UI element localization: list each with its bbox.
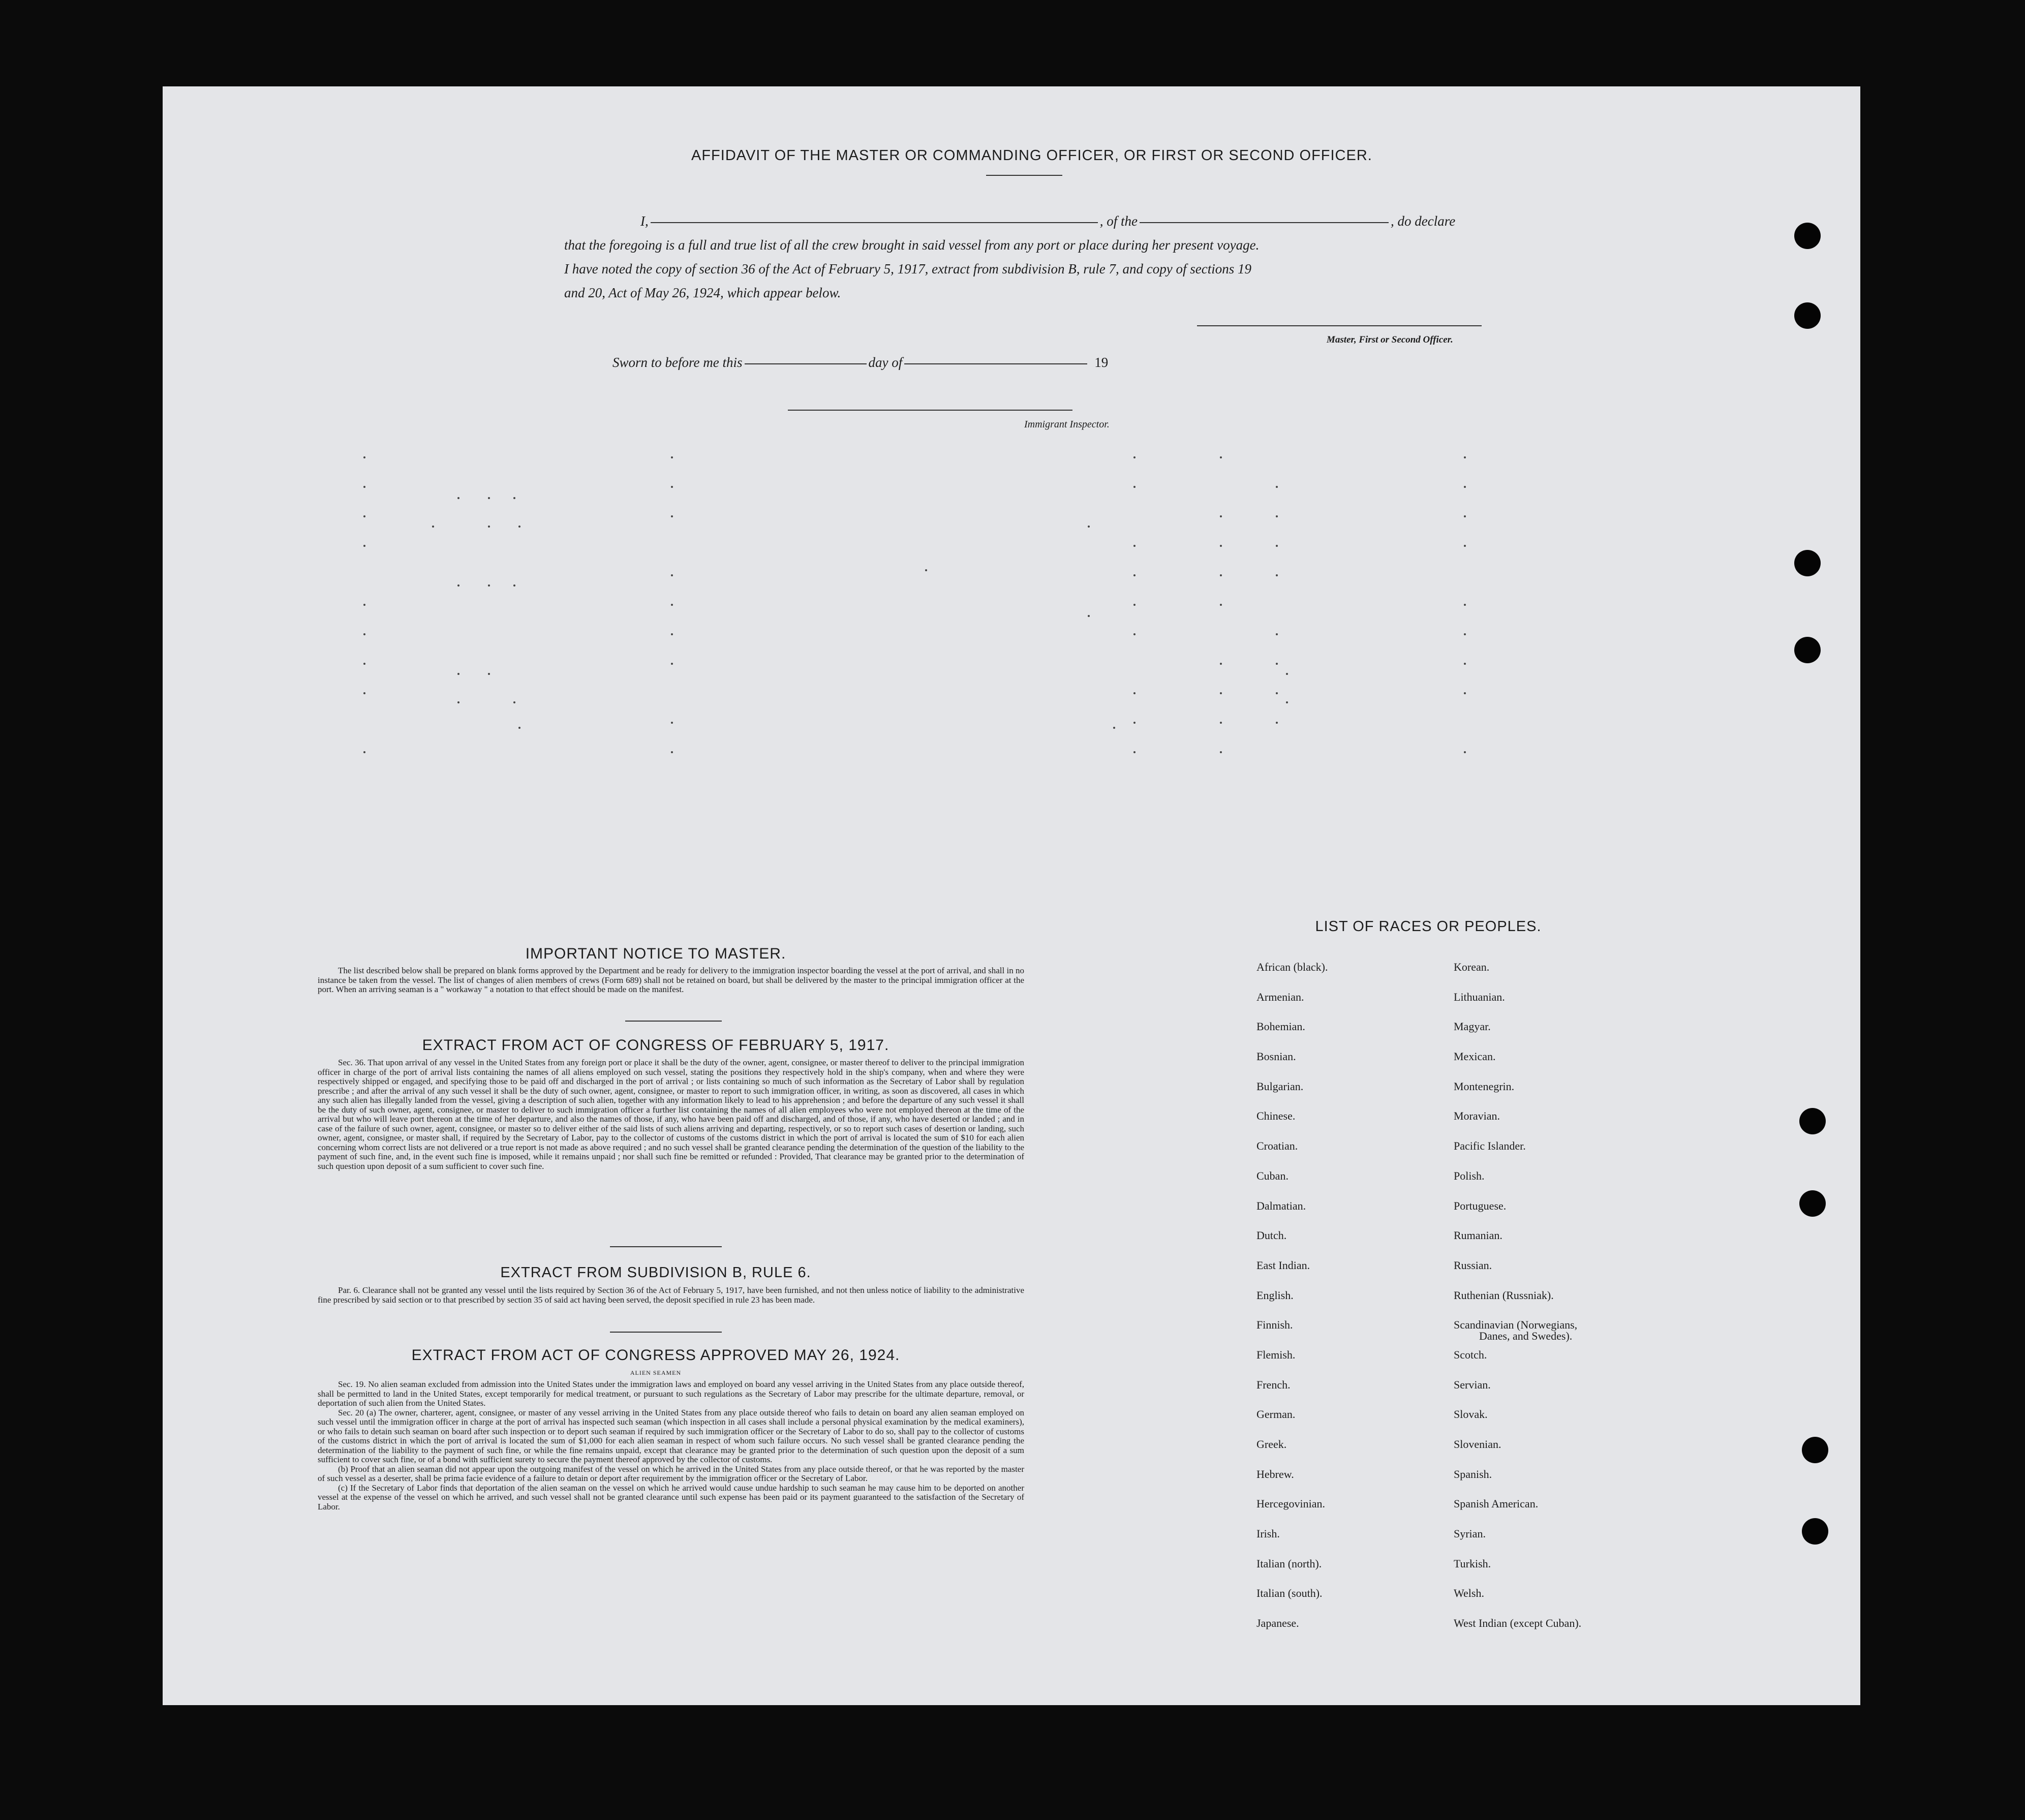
vessel-blank	[1140, 222, 1389, 223]
race-item: Armenian.	[1256, 990, 1304, 1003]
column-dot	[1464, 692, 1466, 694]
race-item: Spanish American.	[1454, 1497, 1539, 1510]
race-item: Bulgarian.	[1256, 1079, 1304, 1093]
column-dot	[1464, 515, 1466, 517]
affidavit-i: I,	[640, 213, 649, 229]
race-item: Lithuanian.	[1454, 990, 1505, 1003]
column-dot	[1133, 722, 1136, 724]
column-dot	[671, 604, 673, 606]
column-dot	[1464, 751, 1466, 753]
sworn-year: 19	[1094, 355, 1109, 370]
race-item: Magyar.	[1454, 1020, 1491, 1033]
race-item: Slovak.	[1454, 1408, 1488, 1421]
race-item: East Indian.	[1256, 1258, 1310, 1272]
column-dot	[363, 515, 365, 517]
race-item: German.	[1256, 1408, 1296, 1421]
races-continuation: Danes, and Swedes).	[1479, 1330, 1573, 1342]
master-signature-label: Master, First or Second Officer.	[1327, 334, 1453, 345]
race-item: Bohemian.	[1256, 1020, 1305, 1033]
race-item: Slovenian.	[1454, 1438, 1501, 1451]
column-dot	[1133, 486, 1136, 488]
column-dot	[1276, 663, 1278, 665]
subdivision-text	[318, 1286, 1024, 1305]
column-dot	[1220, 515, 1222, 517]
column-dot	[1220, 604, 1222, 606]
column-dot	[1286, 701, 1288, 703]
extract-1924-text	[318, 1380, 1024, 1511]
sworn-day-of: day of	[868, 355, 903, 370]
sworn-line	[612, 355, 1108, 371]
column-dot	[457, 701, 459, 703]
extract-1924-title: EXTRACT FROM ACT OF CONGRESS APPROVED MAY 26, 1924.	[411, 1347, 900, 1364]
affidavit-of-the: , of the	[1099, 213, 1138, 229]
column-dot	[363, 633, 365, 635]
punch-hole	[1799, 1108, 1826, 1134]
master-signature-line	[1197, 325, 1482, 326]
sec-19-paragraph: Sec. 19. No alien seaman excluded from admission into the United States under the immigration laws and employed on board any vessel arriving in the United States from any place outside thereof, shall be permitted to land in the United States, except temporarily for medical treatment, or pursuant to such regulations as the Secretary of Labor may prescribe for the ultimate departure, removal, or deportation of such alien from the United States.	[318, 1379, 1024, 1408]
race-item: Montenegrin.	[1454, 1079, 1515, 1093]
affidavit-do-declare: , do declare	[1391, 213, 1456, 229]
race-item: French.	[1256, 1378, 1291, 1391]
race-item: Chinese.	[1256, 1109, 1296, 1123]
race-item: Rumanian.	[1454, 1229, 1502, 1242]
punch-hole	[1802, 1437, 1828, 1463]
race-item: Korean.	[1454, 961, 1490, 973]
column-dot	[671, 486, 673, 488]
column-dot	[363, 604, 365, 606]
notice-title: IMPORTANT NOTICE TO MASTER.	[525, 945, 786, 962]
column-dot	[432, 526, 434, 528]
affidavit-line-3: I have noted the copy of section 36 of the Act of February 5, 1917, extract from subdivision B, rule 7, and copy of sections 19	[564, 261, 1251, 276]
column-dot	[1286, 673, 1288, 675]
column-dot	[1220, 574, 1222, 576]
column-dot	[1133, 633, 1136, 635]
column-dot	[1133, 604, 1136, 606]
inspector-signature-label: Immigrant Inspector.	[1024, 419, 1110, 430]
column-dot	[1464, 486, 1466, 488]
column-dot	[457, 673, 459, 675]
document-page	[163, 86, 1860, 1705]
column-dot	[1220, 663, 1222, 665]
sworn-prefix: Sworn to before me this	[612, 355, 743, 370]
column-dot	[1464, 545, 1466, 547]
subdivision-title: EXTRACT FROM SUBDIVISION B, RULE 6.	[500, 1264, 811, 1281]
column-dot	[1464, 604, 1466, 606]
column-dot	[1133, 456, 1136, 458]
races-column-2	[1454, 952, 1581, 1639]
punch-hole	[1794, 550, 1821, 576]
race-item: Moravian.	[1454, 1109, 1500, 1123]
races-column-1	[1256, 952, 1328, 1639]
notice-text	[318, 966, 1024, 995]
punch-hole	[1794, 223, 1821, 249]
column-dot	[488, 673, 490, 675]
column-dot	[671, 751, 673, 753]
column-dot	[1276, 574, 1278, 576]
notice-paragraph: The list described below shall be prepared on blank forms approved by the Department and be ready for delivery to the immigration inspector boarding the vessel at the port of arrival, and shall in no instance be taken from the vessel. The list of changes of alien members of crews (Form 689) shall not be retained on board, but shall be delivered by the master to the principal immigration officer at the port. When an arriving seaman is a " workaway " a notation to that effect should be made on the manifest.	[318, 966, 1024, 994]
race-item: Russian.	[1454, 1258, 1492, 1272]
column-dot	[1276, 486, 1278, 488]
column-dot	[671, 456, 673, 458]
race-item: Scandinavian (Norwegians,	[1454, 1318, 1578, 1332]
subdivision-paragraph: Par. 6. Clearance shall not be granted any vessel until the lists required by Section 36 of the Act of February 5, 1917, have been furnished, and not then unless notice of liability to the administrative fine prescribed by said section or to that prescribed by section 35 of said act having been served, the deposit specified in rule 23 has been made.	[318, 1285, 1024, 1305]
race-item: Irish.	[1256, 1527, 1280, 1540]
race-item: Hebrew.	[1256, 1467, 1294, 1480]
column-dot	[513, 497, 515, 499]
column-dot	[1220, 692, 1222, 694]
race-item: Syrian.	[1454, 1527, 1486, 1540]
extract-1924-subtitle: ALIEN SEAMEN	[630, 1369, 682, 1376]
race-item: Mexican.	[1454, 1050, 1496, 1063]
race-item: Welsh.	[1454, 1587, 1484, 1600]
column-dot	[488, 497, 490, 499]
name-blank	[651, 222, 1098, 223]
column-dot	[1220, 751, 1222, 753]
column-dot	[363, 545, 365, 547]
column-dot	[671, 633, 673, 635]
notice-divider	[625, 1021, 722, 1022]
column-dot	[1464, 633, 1466, 635]
extract-1917-divider	[610, 1246, 722, 1247]
column-dot	[363, 456, 365, 458]
extract-1917-paragraph: Sec. 36. That upon arrival of any vessel in the United States from any foreign port or place it shall be the duty of the owner, agent, consignee, or master thereof to deliver to the principal immigration officer in charge of the port of arrival lists containing the names of all aliens employed on such vessel, stating the positions they respectively hold in the ship's company, when and where they were respectively shipped or engaged, and specifying those to be paid off and discharged in the port of arrival ; or lists containing so much of such information as the Secretary of Labor shall by regulation prescribe ; and after the arrival of any such vessel it shall be the duty of such owner, agent, consignee, or master to report to such immigration officer, in writing, as soon as discovered, all cases in which any such alien has illegally landed from the vessel, giving a description of such alien, together with any information likely to lead to his apprehension ; and before the departure of any such vessel it shall be the duty of such owner, agent, consignee, or master to deliver to such immigration officer a further list containing the names of all alien employees who were not employed thereon at the time of the arrival but who will leave port thereon at the time of her departure, and also the names of those, if any, who have been paid off and discharged, and of those, if any, who have deserted or landed ; and in case of the failure of such owner, agent, consignee, or master so to deliver either of the said lists of such aliens arriving and departing, respectively, or so to report such cases of desertion or landing, such owner, agent, consignee, or master shall, if required by the Secretary of Labor, pay to the collector of customs of the customs district in which the port of arrival is located the sum of $10 for each alien concerning whom correct lists are not delivered or a true report is not made as above required ; and no such vessel shall be granted clearance pending the determination of the question of the liability to the payment of such fine, and, in the event such fine is imposed, while it remains unpaid ; nor shall such fine be remitted or refunded : Provided, That clearance may be granted prior to the determination of such question upon deposit of a sum sufficient to cover such fine.	[318, 1058, 1024, 1171]
column-dot	[671, 574, 673, 576]
column-dot	[363, 751, 365, 753]
column-dot	[488, 584, 490, 587]
column-dot	[1133, 545, 1136, 547]
sworn-date-blank	[745, 363, 867, 364]
race-item: African (black).	[1256, 961, 1328, 973]
column-dot	[671, 722, 673, 724]
column-dot	[1133, 751, 1136, 753]
race-item: Japanese.	[1256, 1617, 1299, 1630]
column-dot	[1220, 456, 1222, 458]
column-dot	[1276, 633, 1278, 635]
column-dot	[1220, 722, 1222, 724]
title-divider	[986, 175, 1062, 176]
column-dot	[457, 497, 459, 499]
punch-hole	[1799, 1190, 1826, 1217]
column-dot	[1464, 456, 1466, 458]
column-dot	[1276, 545, 1278, 547]
punch-hole	[1794, 637, 1821, 663]
column-dot	[1464, 663, 1466, 665]
race-item: Dalmatian.	[1256, 1199, 1306, 1212]
column-dot	[1276, 692, 1278, 694]
affidavit-title: AFFIDAVIT OF THE MASTER OR COMMANDING OFFICER, OR FIRST OR SECOND OFFICER.	[691, 147, 1372, 164]
extract-1917-title: EXTRACT FROM ACT OF CONGRESS OF FEBRUARY 5, 1917.	[422, 1037, 889, 1054]
race-item: Dutch.	[1256, 1229, 1287, 1242]
race-item: Bosnian.	[1256, 1050, 1296, 1063]
race-item: West Indian (except Cuban).	[1454, 1617, 1582, 1630]
race-item: Flemish.	[1256, 1348, 1296, 1361]
column-dot	[1133, 574, 1136, 576]
column-dot	[513, 584, 515, 587]
race-item: Spanish.	[1454, 1467, 1492, 1480]
race-item: English.	[1256, 1288, 1294, 1302]
column-dot	[671, 663, 673, 665]
column-dot	[518, 727, 520, 729]
races-title: LIST OF RACES OR PEOPLES.	[1315, 918, 1542, 935]
affidavit-line-1	[640, 213, 1571, 229]
race-item: Polish.	[1454, 1169, 1485, 1182]
race-item: Turkish.	[1454, 1557, 1491, 1570]
race-item: Finnish.	[1256, 1318, 1293, 1332]
column-dot	[1133, 692, 1136, 694]
column-dot	[457, 584, 459, 587]
race-item: Greek.	[1256, 1438, 1287, 1451]
sec-20c-paragraph: (c) If the Secretary of Labor finds that deportation of the alien seaman on the vessel on which he arrived would cause undue hardship to such seaman he may cause him to be deported on another vessel at the expense of the vessel on which he arrived, and such vessel shall not be granted clearance until such expense has been paid or its payment guaranteed to the satisfaction of the Secretary of Labor.	[318, 1483, 1024, 1511]
column-dot	[671, 515, 673, 517]
column-dot	[1220, 545, 1222, 547]
affidavit-line-2: that the foregoing is a full and true list of all the crew brought in said vessel from any port or place during her present voyage.	[564, 237, 1260, 253]
column-dot	[1088, 526, 1090, 528]
extract-1917-text	[318, 1058, 1024, 1171]
race-item: Hercegovinian.	[1256, 1497, 1325, 1510]
column-dot	[513, 701, 515, 703]
column-dot	[1276, 722, 1278, 724]
race-item: Italian (north).	[1256, 1557, 1322, 1570]
race-item: Servian.	[1454, 1378, 1491, 1391]
column-dot	[518, 526, 520, 528]
column-dot	[1276, 515, 1278, 517]
sworn-month-blank	[904, 363, 1087, 364]
race-item: Ruthenian (Russniak).	[1454, 1288, 1554, 1302]
race-item: Pacific Islander.	[1454, 1139, 1526, 1153]
column-dot	[1113, 727, 1115, 729]
race-item: Croatian.	[1256, 1139, 1298, 1153]
race-item: Scotch.	[1454, 1348, 1487, 1361]
punch-hole	[1794, 302, 1821, 329]
column-dot	[488, 526, 490, 528]
punch-hole	[1802, 1518, 1828, 1545]
sec-20a-paragraph: Sec. 20 (a) The owner, charterer, agent, consignee, or master of any vessel arriving in the United States from any place outside thereof who fails to detain on board any alien seaman employed on such vessel until the immigration officer in charge at the port of arrival has inspected such seaman (which inspection in all cases shall include a personal physical examination by the medical examiners), or who fails to detain such seaman on board after such inspection or to deport such seaman if required by such immigration officer or the Secretary of Labor to do so, shall pay to the collector of customs of the customs district in which the port of arrival is located the sum of $1,000 for each alien seaman in respect of whom such failure occurs. No such vessel shall be granted clearance pending the determination of the liability to the payment of such fine, or while the fine remains unpaid, except that clearance may be granted prior to the determination of such question upon the deposit of a sum sufficient to cover such fine, or of a bond with sufficient surety to secure the payment thereof approved by the collector of customs.	[318, 1407, 1024, 1464]
race-item: Portuguese.	[1454, 1199, 1507, 1212]
subdivision-divider	[610, 1332, 722, 1333]
column-dot	[363, 486, 365, 488]
column-dot	[363, 692, 365, 694]
column-dot	[1088, 615, 1090, 617]
column-dot	[363, 663, 365, 665]
sec-20b-paragraph: (b) Proof that an alien seaman did not appear upon the outgoing manifest of the vessel on which he arrived in the United States from any place outside thereof, or that he was reported by the master of such vessel as a deserter, shall be prima facie evidence of a failure to detain or deport after requirement by the immigration officer or the Secretary of Labor.	[318, 1464, 1024, 1483]
inspector-signature-line	[788, 410, 1072, 411]
column-dot	[925, 569, 927, 571]
affidavit-line-4: and 20, Act of May 26, 1924, which appear below.	[564, 285, 841, 300]
race-item: Cuban.	[1256, 1169, 1288, 1182]
race-item: Italian (south).	[1256, 1587, 1323, 1600]
